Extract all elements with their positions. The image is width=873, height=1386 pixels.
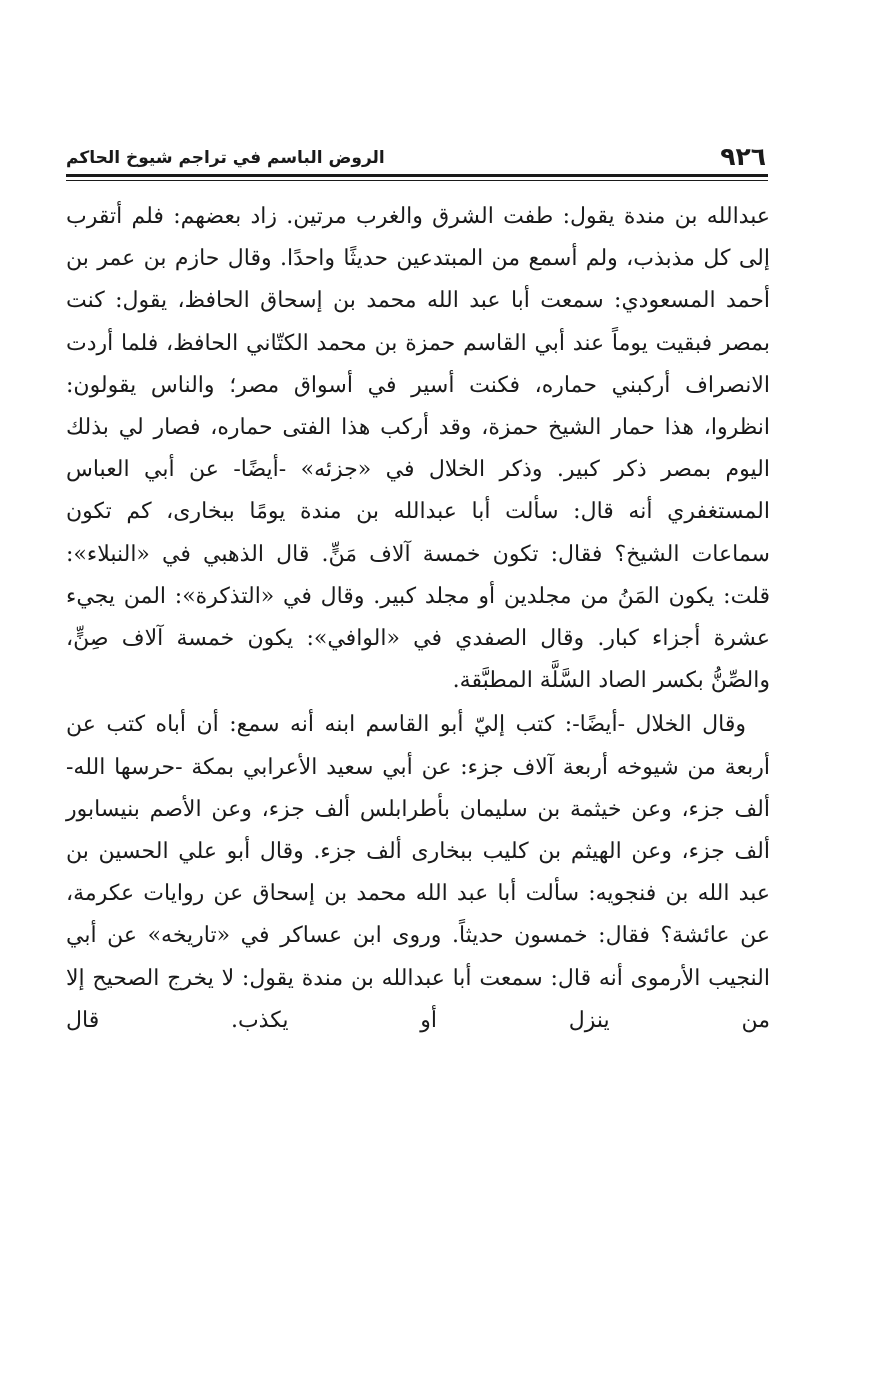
body-text <box>66 196 770 1042</box>
header-rule-thin <box>66 180 768 181</box>
page-number: ٩٢٦ <box>720 142 766 171</box>
book-title: الروض الباسم في تراجم شيوخ الحاكم <box>66 148 385 168</box>
header-rule-thick <box>66 174 768 177</box>
paragraph-2: وقال الخلال -أيضًا-: كتب إليّ أبو القاسم ابنه أنه سمع: أن أباه كتب عن أربعة من شيوخه أربعة آلاف جزء: عن أبي سعيد الأعرابي بمكة -حرسها الله- ألف جزء، وعن خيثمة بن سليمان بأطرابلس ألف جزء، وعن الأصم بنيسابور ألف جزء، وعن الهيثم بن كليب ببخارى ألف جزء. وقال أبو علي الحسين بن عبد الله بن فنجويه: سألت أبا عبد الله محمد بن إسحاق عن روايات عكرمة، عن عائشة؟ فقال: خمسون حديثاً. وروى ابن عساكر في «تاريخه» عن أبي النجيب الأرموى أنه قال: سمعت أبا عبدالله بن مندة يقول: لا يخرج الصحيح إلا من ينزل أو يكذب. قال <box>66 712 770 1033</box>
paragraph-1: عبدالله بن مندة يقول: طفت الشرق والغرب مرتين. زاد بعضهم: فلم أتقرب إلى كل مذبذب، ولم أسمع من المبتدعين حديثًا واحدًا. وقال حازم بن عمر بن أحمد المسعودي: سمعت أبا عبد الله محمد بن إسحاق الحافظ، يقول: كنت بمصر فبقيت يوماً عند أبي القاسم حمزة بن محمد الكتّاني الحافظ، فلما أردت الانصراف أركبني حماره، فكنت أسير في أسواق مصر؛ والناس يقولون: انظروا، هذا حمار الشيخ حمزة، وقد أركب هذا الفتى حماره، فصار لي بذلك اليوم بمصر ذكر كبير. وذكر الخلال في «جزئه» -أيضًا- عن أبي العباس المستغفري أنه قال: سألت أبا عبدالله بن مندة يومًا ببخارى، كم تكون سماعات الشيخ؟ فقال: تكون خمسة آلاف مَنٍّ. قال الذهبي في «النبلاء»: قلت: يكون المَنُ من مجلدين أو مجلد كبير. وقال في «التذكرة»: المن يجيء عشرة أجزاء كبار. وقال الصفدي في «الوافي»: يكون خمسة آلاف صِنٍّ، والصِّنُّ بكسر الصاد السَّلَّة المطبَّقة. <box>66 204 770 694</box>
running-header <box>66 140 766 176</box>
